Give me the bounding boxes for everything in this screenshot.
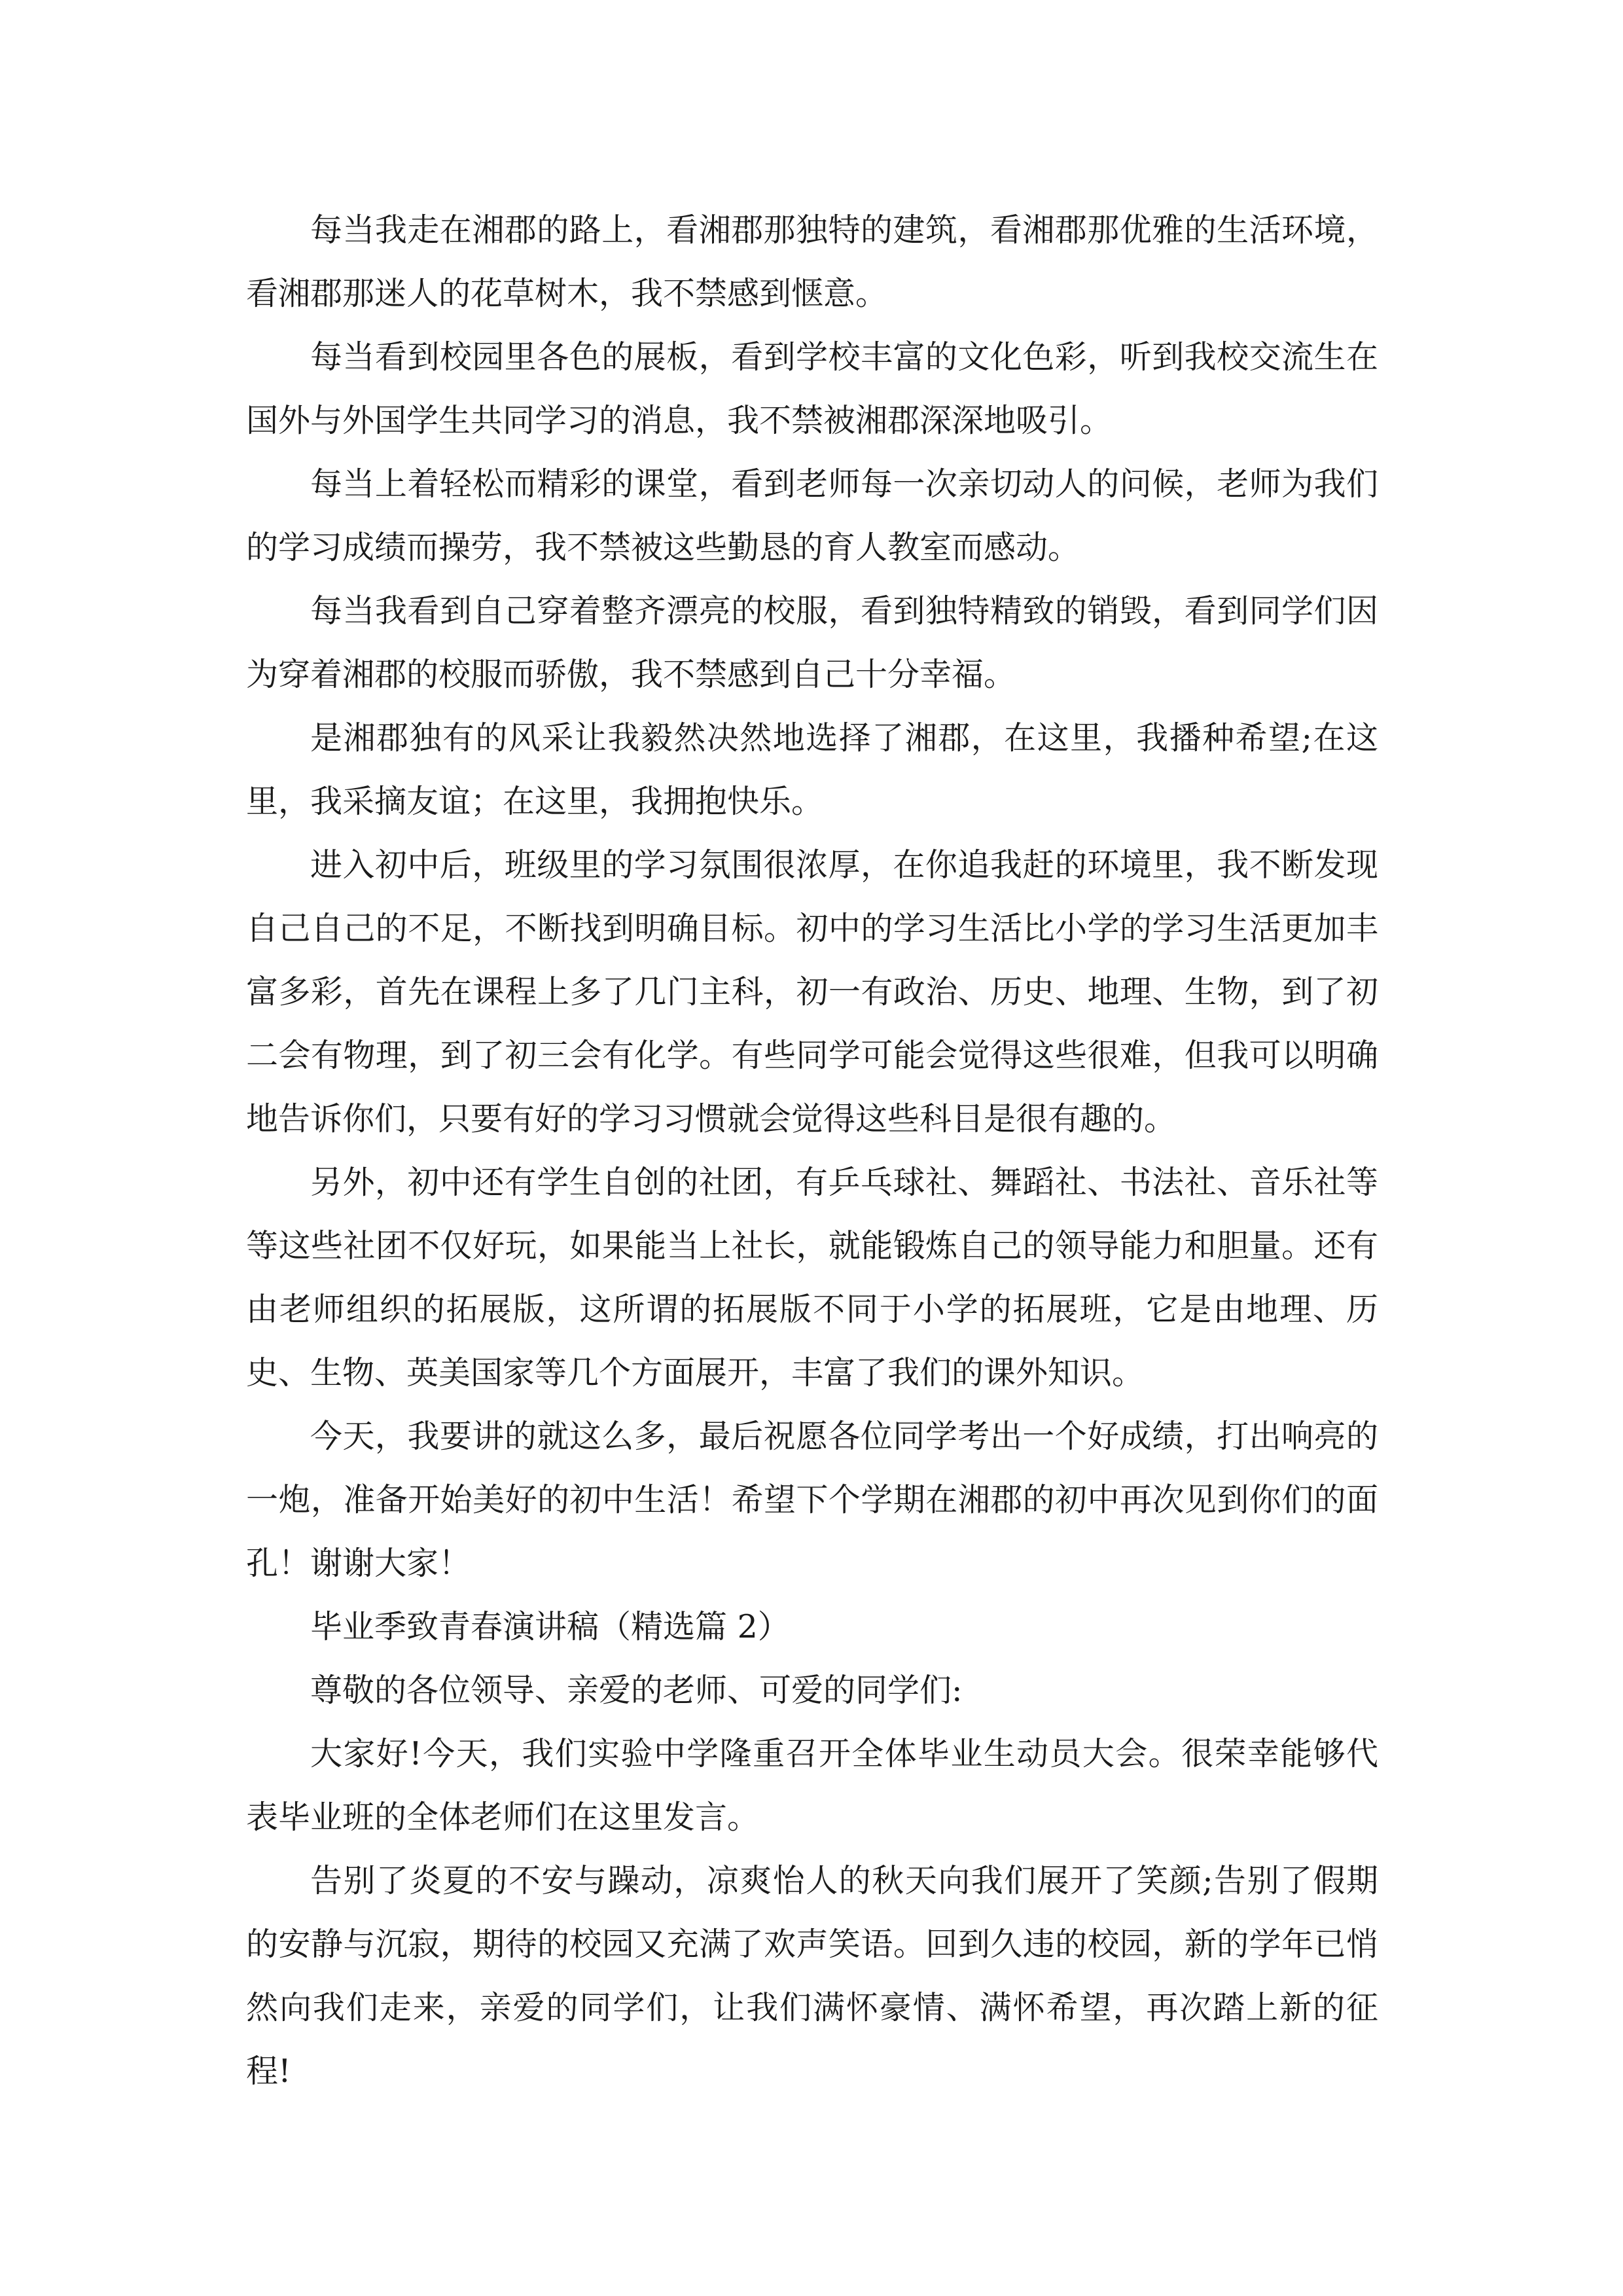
paragraph: 是湘郡独有的风采让我毅然决然地选择了湘郡，在这里，我播种希望;在这里，我采摘友谊；在这里，我拥抱快乐。 [246, 719, 1378, 820]
paragraph: 另外，初中还有学生自创的社团，有乒乓球社、舞蹈社、书法社、音乐社等等这些社团不仅好玩，如果能当上社长，就能锻炼自己的领导能力和胆量。还有由老师组织的拓展版，这所谓的拓展版不同于小学的拓展班，它是由地理、历史、生物、英美国家等几个方面展开，丰富了我们的课外知识。 [246, 1164, 1378, 1391]
document-body [246, 198, 1378, 2103]
paragraph: 每当我走在湘郡的路上，看湘郡那独特的建筑，看湘郡那优雅的生活环境，看湘郡那迷人的花草树木，我不禁感到惬意。 [246, 211, 1378, 312]
paragraph: 大家好!今天，我们实验中学隆重召开全体毕业生动员大会。很荣幸能够代表毕业班的全体老师们在这里发言。 [246, 1735, 1378, 1836]
paragraph: 告别了炎夏的不安与躁动，凉爽怡人的秋天向我们展开了笑颜;告别了假期的安静与沉寂，期待的校园又充满了欢声笑语。回到久违的校园，新的学年已悄然向我们走来，亲爱的同学们，让我们满怀豪情、满怀希望，再次踏上新的征程! [246, 1862, 1378, 2090]
paragraph: 每当看到校园里各色的展板，看到学校丰富的文化色彩，听到我校交流生在国外与外国学生共同学习的消息，我不禁被湘郡深深地吸引。 [246, 338, 1378, 439]
paragraph: 今天，我要讲的就这么多，最后祝愿各位同学考出一个好成绩，打出响亮的一炮，准备开始美好的初中生活！希望下个学期在湘郡的初中再次见到你们的面孔！谢谢大家！ [246, 1418, 1378, 1582]
salutation: 尊敬的各位领导、亲爱的老师、可爱的同学们: [310, 1672, 963, 1709]
paragraph: 进入初中后，班级里的学习氛围很浓厚，在你追我赶的环境里，我不断发现自己自己的不足，不断找到明确目标。初中的学习生活比小学的学习生活更加丰富多彩，首先在课程上多了几门主科，初一有政治、历史、地理、生物，到了初二会有物理，到了初三会有化学。有些同学可能会觉得这些很难，但我可以明确地告诉你们，只要有好的学习习惯就会觉得这些科目是很有趣的。 [246, 846, 1378, 1138]
paragraph: 每当我看到自己穿着整齐漂亮的校服，看到独特精致的销毁，看到同学们因为穿着湘郡的校服而骄傲，我不禁感到自己十分幸福。 [246, 592, 1378, 693]
paragraph: 每当上着轻松而精彩的课堂，看到老师每一次亲切动人的问候，老师为我们的学习成绩而操劳，我不禁被这些勤恳的育人教室而感动。 [246, 465, 1378, 566]
section-heading: 毕业季致青春演讲稿（精选篇 2） [310, 1608, 790, 1645]
